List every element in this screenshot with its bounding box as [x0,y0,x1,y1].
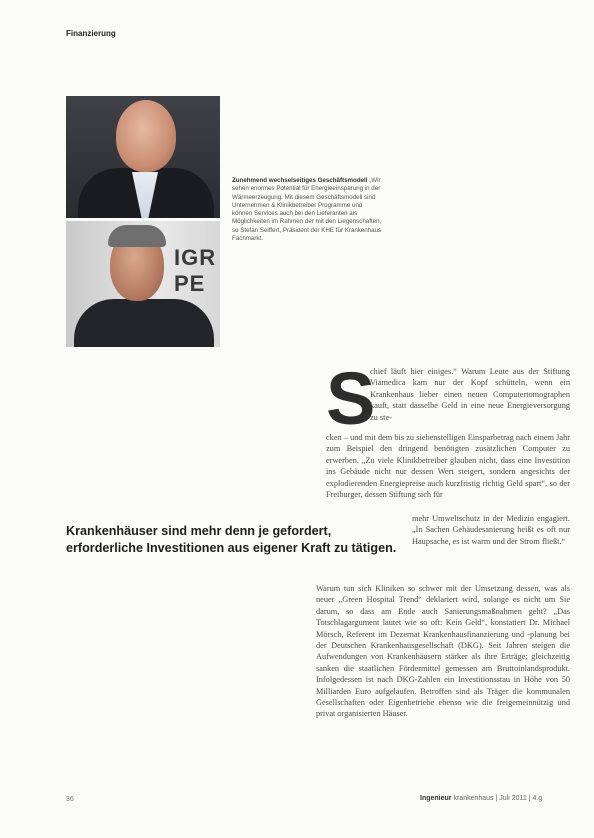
magazine-name: Ingenieur [420,795,452,802]
head [116,100,176,172]
article-paragraph-2: cken – und mit dem bis zu siebenstelligen Einsparbetrag nach einem Jahr zum Beispiel den dringend benötigten zusätzlichen Computer zu erwerben. „Zu viele Klinikbetreiber glauben nicht, dass eine Investition ins Gebäude nicht nur dessen Wert steigert, sondern angesichts der explodierenden Energiepreise auch kurzfristig richtig Geld spart“, so der Freiburger, dessen Stiftung sich für [326,433,570,500]
footer-suffix: | 4.g [528,795,543,802]
portrait-photo-1 [66,96,220,218]
section-tag: Finanzierung [66,29,116,38]
article-paragraph-1: chief läuft hier einiges.“ Warum Leute aus der Stiftung Viamedica kam nur der Kopf schütteln, wenn ein Krankenhaus lieber einen neuen Computertomographen kauft, statt dasselbe Geld in eine neue Energieversorgung zu ste- [370,367,570,422]
suit [74,299,214,347]
page-number: 36 [66,796,74,803]
caption-heading: Zunehmend wechselseitiges Geschäftsmodell [232,177,368,184]
portrait-photo-2 [66,221,220,347]
drop-cap: S [326,357,376,440]
hair [108,225,166,247]
article-paragraph-3: mehr Umweltschutz in der Medizin engagiert. „In Sachen Gebäudesanierung heißt es oft nur Haupsache, es ist warm und der Strom fließt.“ [412,514,570,546]
photo-caption [232,177,382,243]
article-paragraph-4: Warum tun sich Kliniken so schwer mit der Umsetzung dessen, was als neuer „Green Hospital Trend“ deklariert wird, solange es nicht um Sie darum, so dass am Ende auch Sanierungsmaßnahmen geht? „Das Totschlagargument lautet wie so oft: Kein Geld“, konstatiert Dr. Michael Mörsch, Referent im Dezernat Krankenhausfinanzierung und -planung bei der Deutschen Krankenhausgesellschaft (DKG). Seit Jahren steigen die Aufwendungen von Krankenhäusern stärker als ihre Erträge; gleichzeitig sanken die staatlichen Fördermittel gemessen am Bruttoinlandsprodukt. Infolgedessen ist nach DKG-Zahlen ein Investitionsstau in Höhe von 50 Milliarden Euro aufgelaufen. Betroffen sind als Träger die kommunalen Gesellschaften oder Eigenbetriebe ebenso wie die freigemeinnützig und privat organisierten Häuser. [316,584,570,719]
pull-quote: Krankenhäuser sind mehr denn je gefordert, erforderliche Investitionen aus eigener Kraft zu tätigen. [66,524,397,555]
magazine-footer [420,795,542,802]
photo-background-lettering: IGR PE [174,245,217,296]
magazine-issue: krankenhaus | Juli 2011 [453,795,527,802]
caption-text: „Wir sehen enormes Potential für Energieeinsparung in der Wärmeerzeugung. Mit diesem Geschäftsmodell sind Unternehmen & Klinikbetreiber Programme und können Services auch bei den Lieferanten als Möglichkeiten im Rahmen der mit den Liegenschaften, so Stefan Seiffert, Präsident der KHE für Krankenhaus Fachmarkt. [232,177,382,243]
